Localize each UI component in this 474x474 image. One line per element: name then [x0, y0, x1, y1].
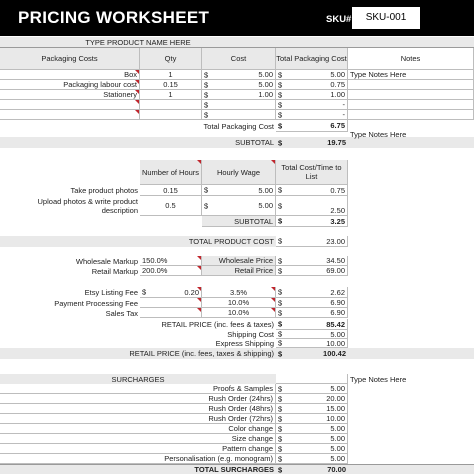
total-packaging-value: [276, 120, 348, 132]
packaging-total: [276, 110, 348, 120]
packaging-cost-input[interactable]: [202, 100, 276, 110]
fee-amount: 0.20: [184, 287, 199, 297]
total-product-cost-label: TOTAL PRODUCT COST: [0, 236, 276, 247]
currency-symbol: $: [204, 100, 209, 109]
sku-label: SKU#: [326, 14, 352, 25]
packaging-total: [276, 80, 348, 90]
currency-symbol: $: [278, 434, 283, 443]
fee-value: [276, 308, 348, 318]
surcharge-amount: 5.00: [330, 454, 345, 463]
surcharge-amount: 20.00: [326, 394, 345, 403]
currency-symbol: $: [278, 236, 283, 246]
markup-pct-input[interactable]: 200.0%: [140, 266, 202, 276]
notes-cell[interactable]: [348, 384, 474, 394]
notes-cell[interactable]: [348, 404, 474, 414]
currency-symbol: $: [278, 185, 283, 195]
packaging-row: [0, 100, 474, 110]
shipping-row: [0, 330, 474, 339]
packaging-row: [0, 110, 474, 120]
price-amount: 69.00: [326, 266, 345, 275]
notes-cell[interactable]: [348, 110, 474, 120]
packaging-cost-input[interactable]: [202, 90, 276, 100]
surcharge-amount: 5.00: [330, 384, 345, 393]
price-value: [276, 266, 348, 276]
packaging-total: [276, 90, 348, 100]
total-surcharges-label: TOTAL SURCHARGES: [194, 465, 274, 474]
labour-subtotal-label: SUBTOTAL: [202, 216, 276, 227]
packaging-cost-amount: 5.00: [258, 70, 273, 79]
surcharge-row: [0, 434, 474, 444]
currency-symbol: $: [278, 110, 283, 119]
currency-symbol: $: [204, 80, 209, 89]
subtotal-label: SUBTOTAL: [235, 138, 274, 147]
packaging-qty-input[interactable]: 1: [140, 90, 202, 100]
shipping-amount: 10.00: [326, 339, 345, 348]
currency-symbol: $: [278, 100, 283, 109]
retail-price-all-amount: 100.42: [323, 349, 346, 358]
packaging-qty-input[interactable]: [140, 100, 202, 110]
labour-total: [276, 196, 348, 216]
pricing-sheet: [0, 37, 474, 474]
fee-amount-input[interactable]: [140, 308, 202, 318]
worksheet-header: [0, 0, 474, 36]
surcharge-value-input[interactable]: [276, 394, 348, 404]
surcharge-amount: 10.00: [326, 414, 345, 423]
packaging-cost-amount: 1.00: [258, 90, 273, 99]
packaging-qty-input[interactable]: [140, 110, 202, 120]
packaging-item-input[interactable]: Packaging labour cost: [0, 80, 140, 90]
currency-symbol: $: [204, 90, 209, 99]
wage-amount: 5.00: [258, 185, 273, 195]
surcharge-row: [0, 454, 474, 464]
fee-amount-input[interactable]: [140, 298, 202, 308]
surcharge-value-input[interactable]: [276, 404, 348, 414]
hours-input[interactable]: 0.15: [140, 185, 202, 196]
shipping-label: Shipping Cost: [227, 330, 274, 339]
surcharge-label: Size change: [0, 434, 276, 444]
packaging-row: [0, 90, 474, 100]
currency-symbol: $: [278, 287, 283, 297]
subtotal-value: [276, 137, 348, 148]
notes-cell[interactable]: [348, 80, 474, 90]
packaging-costs-header: Packaging Costs: [0, 48, 140, 70]
labour-subtotal-row: [0, 216, 474, 227]
surcharges-title-row: [0, 374, 474, 384]
price-label: Wholesale Price: [202, 256, 276, 266]
currency-symbol: $: [278, 298, 283, 307]
shipping-value[interactable]: [276, 339, 348, 348]
wage-amount: 5.00: [258, 201, 273, 210]
fee-value-amount: 6.90: [330, 308, 345, 317]
notes-cell[interactable]: Type Notes Here: [348, 70, 474, 80]
fee-row: [0, 308, 474, 318]
surcharge-label: Rush Order (72hrs): [0, 414, 276, 424]
markup-row: [0, 266, 474, 276]
notes-cell[interactable]: [348, 394, 474, 404]
packaging-total: [276, 70, 348, 80]
packaging-cost-amount: 5.00: [258, 80, 273, 89]
fee-pct-input[interactable]: 10.0%: [202, 298, 276, 308]
packaging-total-amount: 1.00: [330, 90, 345, 99]
price-amount: 34.50: [326, 256, 345, 265]
currency-symbol: $: [278, 414, 283, 423]
currency-symbol: $: [278, 330, 283, 339]
notes-cell[interactable]: [348, 424, 474, 434]
packaging-item-input[interactable]: [0, 110, 140, 120]
currency-symbol: $: [278, 465, 283, 474]
fee-label: Sales Tax: [105, 308, 138, 318]
page-title: PRICING WORKSHEET: [18, 8, 210, 27]
retail-price-all-row: [0, 348, 474, 359]
notes-cell[interactable]: [348, 414, 474, 424]
retail-price-all-label: RETAIL PRICE (inc. fees, taxes & shipping): [129, 349, 274, 358]
surcharge-row: [0, 404, 474, 414]
labour-task-label: Take product photos: [70, 186, 138, 195]
labour-subtotal-value: [276, 216, 348, 227]
labour-task-label: Upload photos & write product description: [37, 197, 138, 215]
price-value: [276, 256, 348, 266]
packaging-header-row: [0, 48, 474, 70]
packaging-row: [0, 70, 474, 80]
total-packaging-label: Total Packaging Cost: [203, 121, 274, 131]
labour-row: [0, 185, 474, 196]
fee-pct-input[interactable]: 10.0%: [202, 308, 276, 318]
surcharge-amount: 5.00: [330, 434, 345, 443]
wage-header: Hourly Wage: [202, 160, 276, 185]
surcharge-amount: 15.00: [326, 404, 345, 413]
currency-symbol: $: [278, 216, 283, 226]
notes-cell[interactable]: [348, 434, 474, 444]
labour-row: [0, 196, 474, 216]
fee-label: Etsy Listing Fee: [84, 288, 138, 297]
fee-value-amount: 2.62: [330, 287, 345, 297]
currency-symbol: $: [278, 444, 283, 453]
packaging-cost-input[interactable]: [202, 80, 276, 90]
surcharge-row: [0, 424, 474, 434]
total-surcharges-amount: 70.00: [327, 465, 346, 474]
surcharge-label: Proofs & Samples: [0, 384, 276, 394]
currency-symbol: $: [204, 70, 209, 79]
retail-price-all-value: [276, 348, 348, 359]
hours-input[interactable]: 0.5: [140, 196, 202, 216]
hours-header: Number of Hours: [140, 160, 202, 185]
currency-symbol: $: [278, 201, 283, 210]
total-product-cost-amount: 23.00: [326, 236, 345, 246]
product-name-row: [0, 37, 474, 48]
labour-total: [276, 185, 348, 196]
surcharge-label: Pattern change: [0, 444, 276, 454]
currency-symbol: $: [204, 201, 209, 210]
packaging-cost-input[interactable]: [202, 70, 276, 80]
total-product-cost-value: [276, 236, 348, 247]
surcharge-label: Rush Order (48hrs): [0, 404, 276, 414]
currency-symbol: $: [204, 185, 209, 195]
retail-price-fees-amount: 85.42: [326, 319, 345, 329]
notes-cell[interactable]: Type Notes Here: [350, 130, 407, 139]
total-product-cost-row: [0, 236, 474, 247]
packaging-item-input[interactable]: Box: [0, 70, 140, 80]
currency-symbol: $: [278, 339, 283, 348]
surcharge-value-input[interactable]: [276, 384, 348, 394]
labour-total-amount: 0.75: [330, 185, 345, 195]
currency-symbol: $: [204, 110, 209, 119]
surcharge-label: Personalisation (e.g. monogram): [0, 454, 276, 464]
labour-total-amount: 2.50: [330, 206, 345, 215]
currency-symbol: $: [278, 80, 283, 89]
currency-symbol: $: [278, 90, 283, 99]
surcharge-value-input[interactable]: [276, 414, 348, 424]
total-surcharges-row: [0, 464, 474, 474]
packaging-cost-input[interactable]: [202, 110, 276, 120]
markup-row: [0, 256, 474, 266]
fee-amount-input[interactable]: [140, 287, 202, 298]
fee-value-amount: 6.90: [330, 298, 345, 307]
markup-label: Wholesale Markup: [75, 256, 138, 266]
surcharge-row: [0, 384, 474, 394]
surcharge-amount: 5.00: [330, 444, 345, 453]
currency-symbol: $: [278, 384, 283, 393]
wage-input[interactable]: [202, 185, 276, 196]
fee-row: [0, 287, 474, 298]
notes-header: Notes: [348, 48, 474, 70]
currency-symbol: $: [278, 394, 283, 403]
sku-input[interactable]: SKU-001: [352, 7, 420, 29]
packaging-total-amount: -: [342, 100, 345, 109]
labour-subtotal-amount: 3.25: [330, 216, 345, 226]
shipping-amount: 5.00: [330, 330, 345, 339]
fee-pct-input[interactable]: 3.5%: [202, 287, 276, 298]
shipping-label: Express Shipping: [215, 339, 274, 348]
fee-label: Payment Processing Fee: [54, 298, 138, 308]
surcharge-value-input[interactable]: [276, 434, 348, 444]
packaging-total-amount: 0.75: [330, 80, 345, 89]
notes-cell[interactable]: Type Notes Here: [348, 374, 474, 384]
packaging-qty-input[interactable]: 1: [140, 70, 202, 80]
price-label: Retail Price: [202, 266, 276, 276]
total-packaging-header: Total Packaging Cost: [276, 48, 348, 70]
packaging-item-input[interactable]: [0, 100, 140, 110]
surcharges-title: SURCHARGES: [111, 374, 165, 384]
markup-label: Retail Markup: [91, 266, 138, 276]
total-time-header: Total Cost/Time to List: [276, 160, 348, 185]
currency-symbol: $: [278, 256, 283, 265]
markup-pct-input[interactable]: 150.0%: [140, 256, 202, 266]
retail-price-fees-row: [0, 319, 474, 330]
fee-value: [276, 287, 348, 298]
surcharge-row: [0, 414, 474, 424]
packaging-total-amount: -: [342, 110, 345, 119]
cost-header: Cost: [202, 48, 276, 70]
currency-symbol: $: [278, 349, 283, 358]
qty-header: Qty: [140, 48, 202, 70]
surcharge-value-input[interactable]: [276, 444, 348, 454]
wage-input[interactable]: [202, 196, 276, 216]
retail-price-fees-label: RETAIL PRICE (inc. fees & taxes): [161, 320, 274, 329]
subtotal-amount: 19.75: [327, 138, 346, 147]
total-packaging-amount: 6.75: [330, 121, 345, 130]
fee-value: [276, 298, 348, 308]
currency-symbol: $: [278, 121, 283, 130]
surcharge-value-input[interactable]: [276, 454, 348, 464]
currency-symbol: $: [278, 424, 283, 433]
surcharge-row: [0, 394, 474, 404]
currency-symbol: $: [278, 266, 283, 275]
product-name-input[interactable]: TYPE PRODUCT NAME HERE: [85, 37, 191, 47]
currency-symbol: $: [278, 404, 283, 413]
currency-symbol: $: [278, 319, 283, 329]
notes-cell[interactable]: [348, 90, 474, 100]
packaging-total-amount: 5.00: [330, 70, 345, 79]
packaging-total: [276, 100, 348, 110]
notes-cell[interactable]: [348, 444, 474, 454]
currency-symbol: $: [278, 70, 283, 79]
packaging-item-input[interactable]: Stationery: [0, 90, 140, 100]
notes-cell[interactable]: [348, 454, 474, 464]
currency-symbol: $: [278, 454, 283, 463]
fee-row: [0, 298, 474, 308]
labour-header-row: [0, 160, 474, 185]
notes-cell[interactable]: [348, 100, 474, 110]
surcharge-label: Rush Order (24hrs): [0, 394, 276, 404]
total-surcharges-value: [276, 465, 348, 474]
retail-price-fees-value: [276, 319, 348, 330]
currency-symbol: $: [278, 138, 283, 147]
surcharge-row: [0, 444, 474, 454]
currency-symbol: $: [142, 287, 147, 297]
currency-symbol: $: [278, 308, 283, 317]
packaging-row: [0, 80, 474, 90]
packaging-qty-input[interactable]: 0.15: [140, 80, 202, 90]
surcharge-amount: 5.00: [330, 424, 345, 433]
surcharge-label: Color change: [0, 424, 276, 434]
surcharge-value-input[interactable]: [276, 424, 348, 434]
shipping-value[interactable]: [276, 330, 348, 339]
shipping-row: [0, 339, 474, 348]
